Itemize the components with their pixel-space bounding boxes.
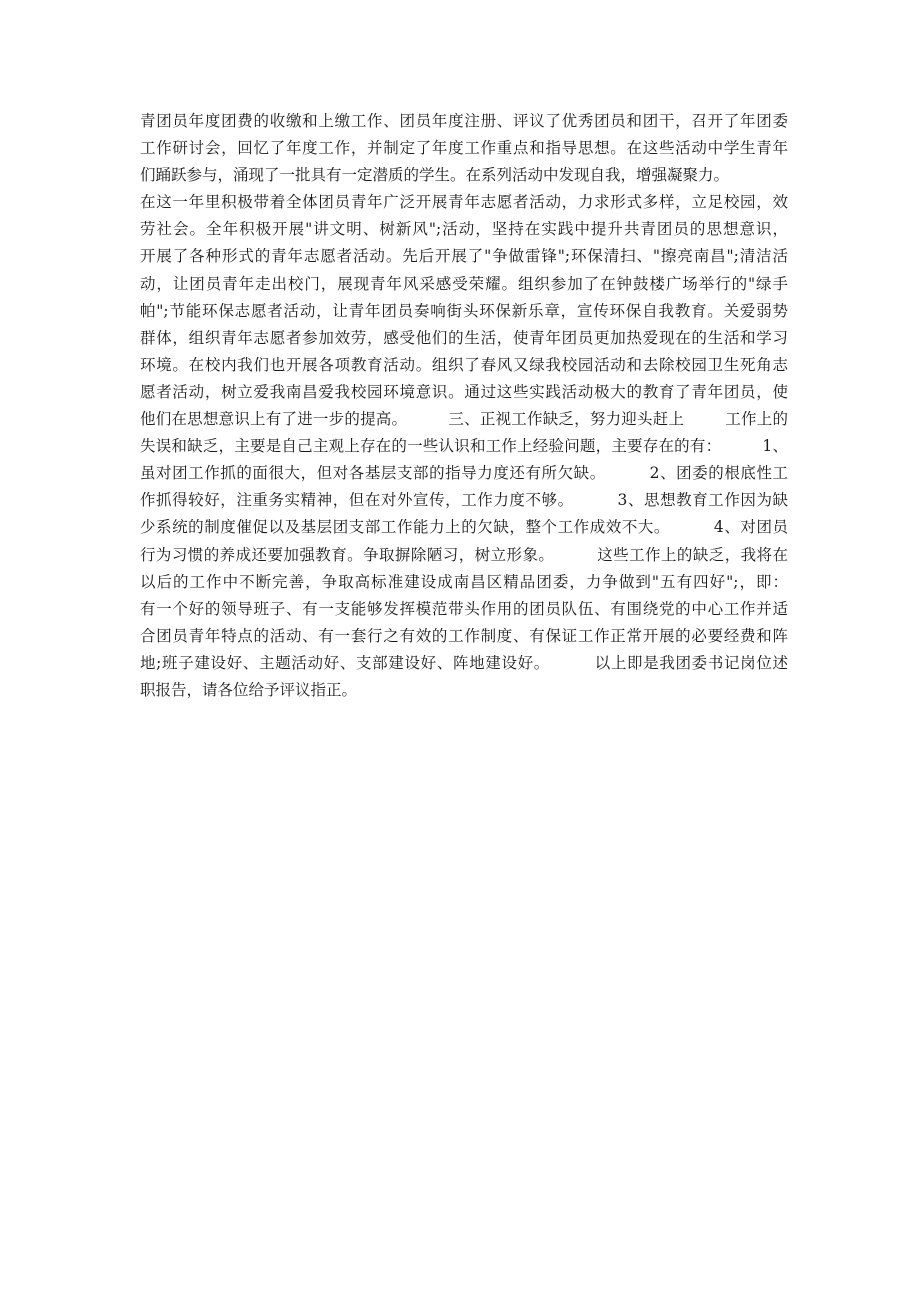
text-line-9: 群体，组织青年志愿者参加效劳，感受他们的生活，使青年团员更加热爱现在的生活和学习 [140, 328, 788, 347]
body-paragraph [140, 108, 788, 704]
text-line-21: 地;班子建设好、主题活动好、支部建设好、阵地建设好。 以上即是我团委书记岗位述 [140, 653, 788, 672]
text-line-19: 有一个好的领导班子、有一支能够发挥模范带头作用的团员队伍、有围绕党的中心工作并适 [140, 599, 788, 618]
text-line-20: 合团员青年特点的活动、有一套行之有效的工作制度、有保证工作正常开展的必要经费和阵 [140, 626, 788, 645]
text-line-5: 劳社会。全年积极开展"讲文明、树新风";活动，坚持在实践中提升共青团员的思想意识， [140, 220, 788, 239]
text-line-7: 动，让团员青年走出校门，展现青年风采感受荣耀。组织参加了在钟鼓楼广场举行的"绿手 [140, 274, 788, 293]
text-line-8: 帕";节能环保志愿者活动，让青年团员奏响街头环保新乐章，宣传环保自我教育。关爱弱势 [140, 301, 788, 320]
text-line-16: 少系统的制度催促以及基层团支部工作能力上的欠缺，整个工作成效不大。 4、对团员 [140, 518, 788, 537]
text-line-22: 职报告，请各位给予评议指正。 [140, 680, 358, 699]
text-line-18: 以后的工作中不断完善，争取高标准建设成南昌区精品团委，力争做到"五有四好";，即： [140, 572, 788, 591]
text-line-12: 他们在思想意识上有了进一步的提高。 三、正视工作缺乏，努力迎头赶上 工作上的 [140, 410, 788, 429]
text-line-1: 青团员年度团费的收缴和上缴工作、团员年度注册、评议了优秀团员和团干，召开了年团委 [140, 112, 788, 130]
text-line-14: 虽对团工作抓的面很大，但对各基层支部的指导力度还有所欠缺。 2、团委的根底性工 [140, 464, 788, 483]
text-line-15: 作抓得较好，注重务实精神，但在对外宣传，工作力度不够。 3、思想教育工作因为缺 [140, 491, 788, 510]
text-line-2: 工作研讨会，回忆了年度工作，并制定了年度工作重点和指导思想。在这些活动中学生青年 [140, 139, 788, 158]
text-line-10: 环境。在校内我们也开展各项教育活动。组织了春风又绿我校园活动和去除校园卫生死角志 [140, 355, 788, 374]
text-line-3: 们踊跃参与，涌现了一批具有一定潜质的学生。在系列活动中发现自我，增强凝聚力。 [140, 166, 730, 185]
text-line-4: 在这一年里积极带着全体团员青年广泛开展青年志愿者活动，力求形式多样，立足校园，效 [140, 193, 788, 212]
text-line-13: 失误和缺乏，主要是自己主观上存在的一些认识和工作上经验问题，主要存在的有： 1、 [140, 437, 788, 456]
text-line-6: 开展了各种形式的青年志愿者活动。先后开展了"争做雷锋";环保清扫、"擦亮南昌";清洁活 [140, 247, 788, 266]
text-line-11: 愿者活动，树立爱我南昌爱我校园环境意识。通过这些实践活动极大的教育了青年团员，使 [140, 382, 788, 401]
text-line-17: 行为习惯的养成还要加强教育。争取摒除陋习，树立形象。 这些工作上的缺乏，我将在 [140, 545, 788, 564]
